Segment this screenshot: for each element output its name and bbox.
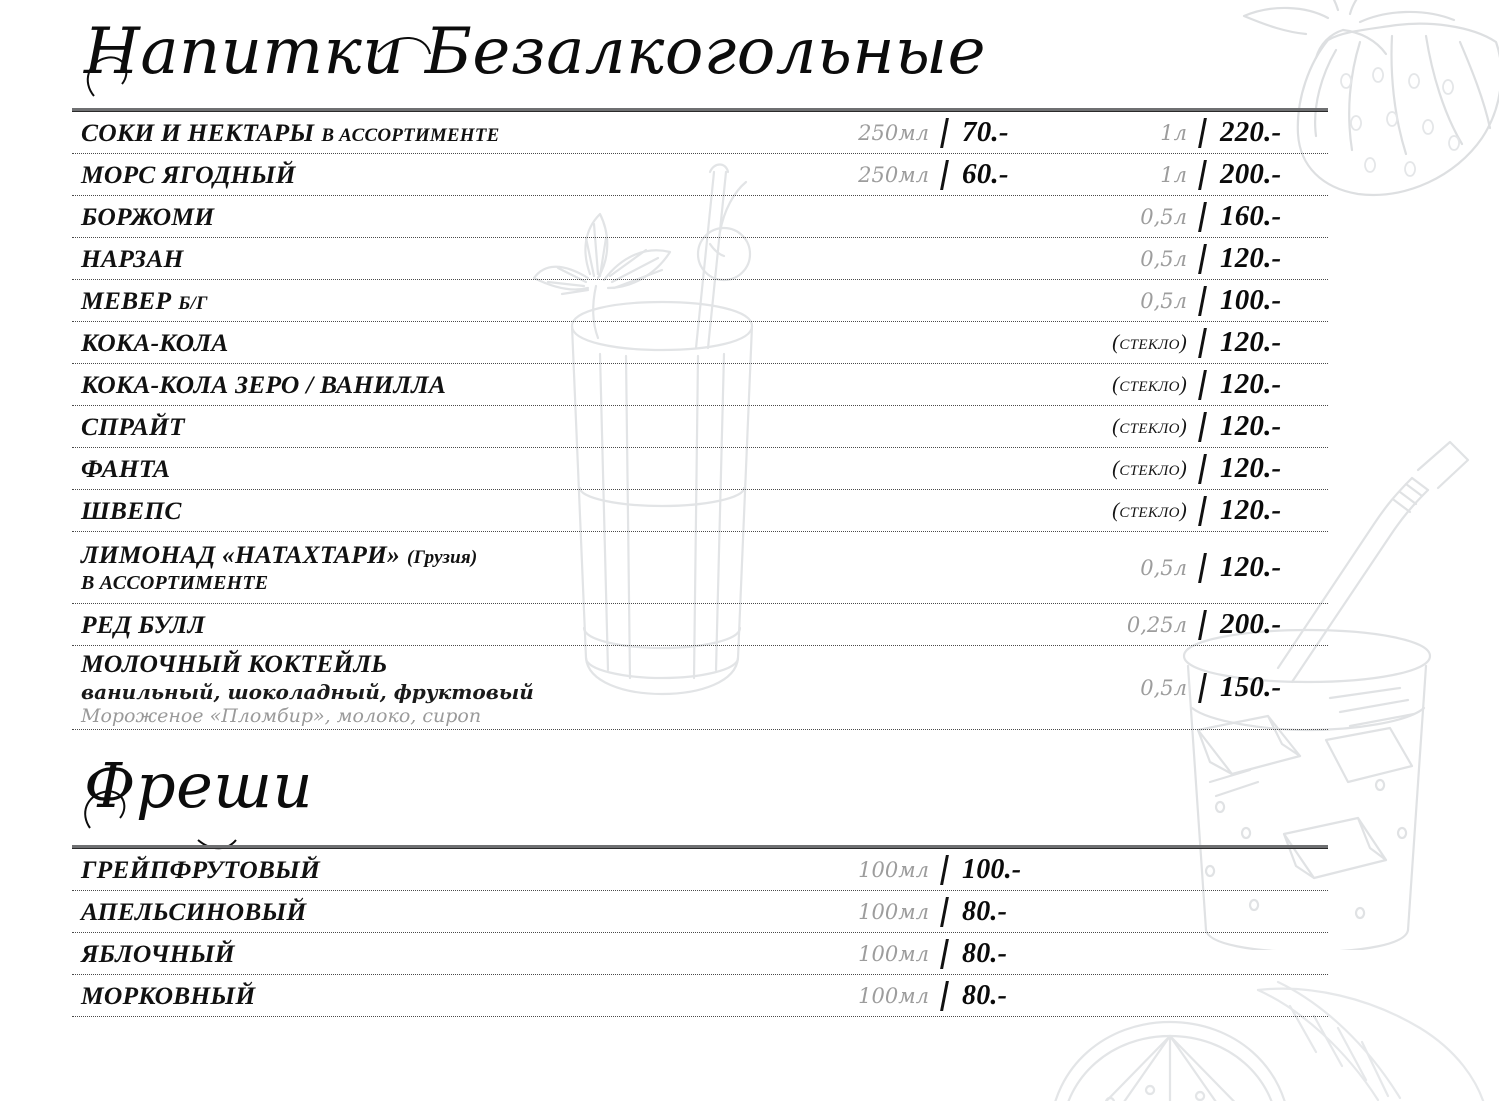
- price-group-empty: [838, 322, 1070, 363]
- item-volume: (стекло): [1112, 456, 1187, 480]
- item-name: ШВЕПС: [81, 495, 182, 525]
- item-name-suffix: Б/Г: [178, 292, 208, 314]
- table-row: [72, 238, 1328, 280]
- item-name-cell: [72, 454, 838, 484]
- price-group-empty: [1070, 849, 1328, 890]
- price-group-empty: [838, 646, 1070, 729]
- item-price: 120.-: [1220, 551, 1282, 583]
- item-volume: 250мл: [858, 120, 929, 145]
- price-group-empty: [838, 280, 1070, 321]
- price-group: [838, 112, 1070, 153]
- item-price: 60.-: [962, 158, 1009, 190]
- item-name-cell: [72, 540, 838, 595]
- price-group: [1070, 154, 1328, 195]
- price-group: [838, 154, 1070, 195]
- item-name-cell: [72, 412, 838, 442]
- price-group-empty: [1070, 933, 1328, 974]
- item-price: 80.-: [962, 895, 1008, 927]
- table-row: [72, 646, 1328, 730]
- item-volume: 0,25л: [1126, 612, 1187, 637]
- table-row: [72, 490, 1328, 532]
- item-name-cell: [72, 855, 838, 885]
- item-name-cell: [72, 370, 838, 400]
- item-price: 120.-: [1220, 494, 1282, 526]
- table-row: [72, 112, 1328, 154]
- item-price: 120.-: [1220, 368, 1282, 400]
- citrus-slice-illustration: [1040, 1010, 1300, 1101]
- item-volume: 0,5л: [1140, 204, 1187, 229]
- section-title-fresh-juices: Фреши: [84, 749, 314, 822]
- table-row: [72, 448, 1328, 490]
- item-volume: 100мл: [858, 983, 929, 1008]
- item-name: БОРЖОМИ: [81, 201, 215, 231]
- item-name-suffix: (Грузия): [406, 547, 478, 568]
- item-name-cell: [72, 496, 838, 526]
- item-volume: (стекло): [1112, 498, 1187, 522]
- fresh-juices-table: [72, 845, 1328, 1017]
- table-row: [72, 364, 1328, 406]
- item-name: МОРС ЯГОДНЫЙ: [81, 159, 296, 189]
- item-volume: (стекло): [1112, 330, 1187, 354]
- item-description-ingredients: Мороженое «Пломбир», молоко, сироп: [81, 704, 482, 727]
- price-group: [1070, 646, 1328, 729]
- item-volume: 100мл: [858, 899, 929, 924]
- table-row: [72, 604, 1328, 646]
- price-group: [1070, 322, 1328, 363]
- price-group-empty: [1070, 891, 1328, 932]
- price-group-empty: [1070, 975, 1328, 1016]
- price-group: [838, 933, 1070, 974]
- price-group-empty: [838, 364, 1070, 405]
- price-group-empty: [838, 238, 1070, 279]
- item-name-cell: [72, 897, 838, 927]
- item-price: 120.-: [1220, 326, 1282, 358]
- price-group: [838, 891, 1070, 932]
- item-name-cell: [72, 610, 838, 640]
- item-name: ГРЕЙПФРУТОВЫЙ: [81, 854, 320, 884]
- item-description-flavors: ванильный, шоколадный, фруктовый: [81, 679, 534, 704]
- item-name: ЛИМОНАД «НАТАХТАРИ»: [81, 540, 400, 569]
- item-volume: (стекло): [1112, 372, 1187, 396]
- item-name-cell: [72, 939, 838, 969]
- item-price: 200.-: [1220, 158, 1282, 190]
- table-row: [72, 280, 1328, 322]
- item-volume: 0,5л: [1140, 246, 1187, 271]
- price-group-empty: [838, 532, 1070, 603]
- item-name-suffix: В АССОРТИМЕНТЕ: [321, 124, 500, 146]
- item-volume: 0,5л: [1140, 288, 1187, 313]
- item-name: КОКА-КОЛА ЗЕРО / ВАНИЛЛА: [81, 369, 447, 399]
- item-name: ФАНТА: [81, 453, 171, 483]
- price-group-empty: [838, 196, 1070, 237]
- price-group: [1070, 604, 1328, 645]
- item-name: КОКА-КОЛА: [81, 327, 229, 357]
- item-name: МЕВЕР: [81, 285, 172, 315]
- item-price: 120.-: [1220, 242, 1282, 274]
- item-volume: 250мл: [858, 162, 929, 187]
- item-volume: 100мл: [858, 941, 929, 966]
- item-price: 200.-: [1220, 608, 1282, 640]
- table-row: [72, 322, 1328, 364]
- item-volume: 0,5л: [1140, 675, 1187, 700]
- price-group: [838, 849, 1070, 890]
- item-price: 100.-: [1220, 284, 1282, 316]
- table-row: [72, 532, 1328, 604]
- item-price: 70.-: [962, 116, 1009, 148]
- item-price: 120.-: [1220, 452, 1282, 484]
- item-name: ЯБЛОЧНЫЙ: [81, 938, 235, 968]
- item-volume: 100мл: [858, 857, 929, 882]
- table-row: [72, 849, 1328, 891]
- item-price: 120.-: [1220, 410, 1282, 442]
- price-group: [1070, 448, 1328, 489]
- item-volume: 0,5л: [1140, 555, 1187, 580]
- item-volume: 1л: [1160, 120, 1187, 145]
- price-group-empty: [838, 448, 1070, 489]
- item-price: 150.-: [1220, 671, 1282, 703]
- item-price: 220.-: [1220, 116, 1282, 148]
- price-group-empty: [838, 490, 1070, 531]
- price-group: [1070, 364, 1328, 405]
- item-name-cell: [72, 981, 838, 1011]
- item-name-cell: [72, 286, 838, 316]
- price-group: [1070, 280, 1328, 321]
- price-group: [1070, 406, 1328, 447]
- table-row: [72, 975, 1328, 1017]
- item-name-second-line: В АССОРТИМЕНТЕ: [81, 572, 269, 594]
- table-row: [72, 933, 1328, 975]
- soft-drinks-table: [72, 108, 1328, 730]
- item-name-cell: [72, 202, 838, 232]
- item-name: РЕД БУЛЛ: [81, 609, 206, 639]
- item-name-cell: [72, 244, 838, 274]
- item-price: 80.-: [962, 937, 1008, 969]
- price-group: [1070, 238, 1328, 279]
- price-group: [1070, 532, 1328, 603]
- item-name: СОКИ И НЕКТАРЫ: [81, 117, 315, 147]
- price-group: [1070, 112, 1328, 153]
- table-row: [72, 406, 1328, 448]
- price-group: [838, 975, 1070, 1016]
- price-group: [1070, 490, 1328, 531]
- item-price: 100.-: [962, 853, 1022, 885]
- item-name: АПЕЛЬСИНОВЫЙ: [81, 896, 307, 926]
- item-name-cell: [72, 160, 838, 190]
- price-group-empty: [838, 406, 1070, 447]
- table-row: [72, 196, 1328, 238]
- item-name: МОЛОЧНЫЙ КОКТЕЙЛЬ: [81, 648, 388, 678]
- table-row: [72, 891, 1328, 933]
- item-name: НАРЗАН: [81, 243, 184, 273]
- item-name-cell: [72, 328, 838, 358]
- item-volume: 1л: [1160, 162, 1187, 187]
- item-name-cell: [72, 118, 838, 148]
- table-row: [72, 154, 1328, 196]
- item-price: 160.-: [1220, 200, 1282, 232]
- item-price: 80.-: [962, 979, 1008, 1011]
- item-name-cell: [72, 649, 838, 727]
- section-title-soft-drinks: Напитки Безалкогольные: [84, 15, 986, 89]
- price-group: [1070, 196, 1328, 237]
- item-volume: (стекло): [1112, 414, 1187, 438]
- item-name: МОРКОВНЫЙ: [81, 980, 256, 1010]
- item-name: СПРАЙТ: [81, 411, 185, 441]
- price-group-empty: [838, 604, 1070, 645]
